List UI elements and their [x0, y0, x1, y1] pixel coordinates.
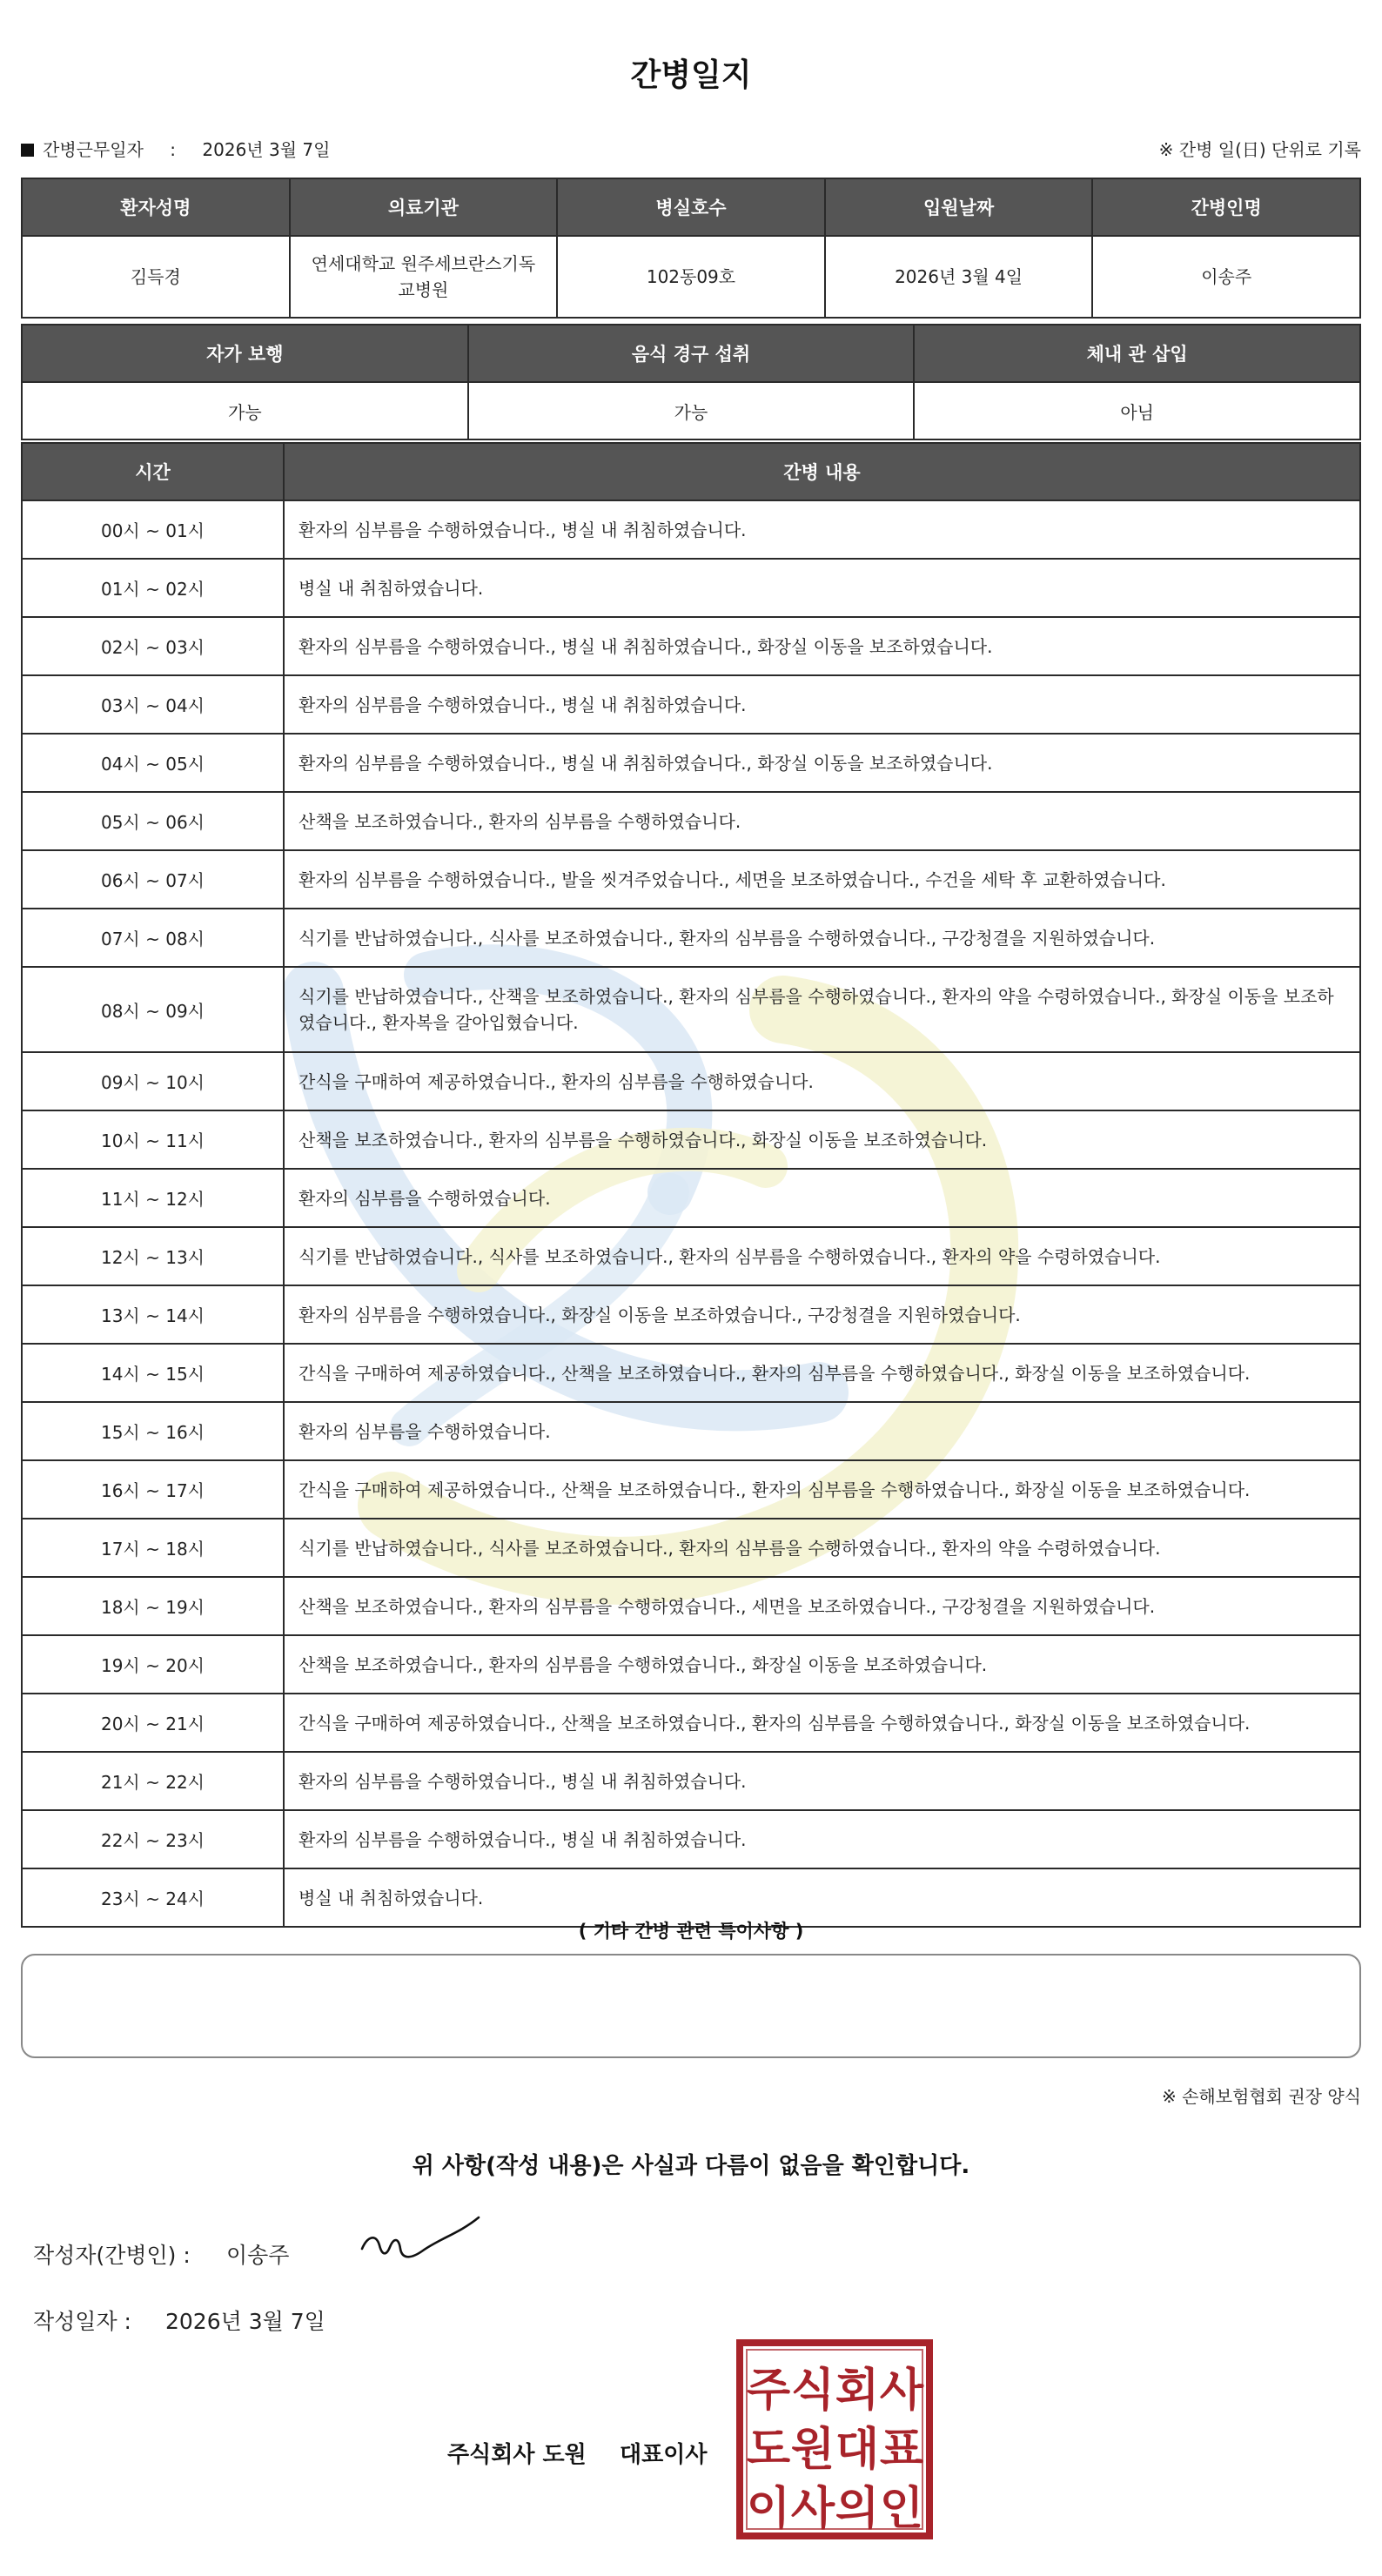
care-content-cell: 환자의 심부름을 수행하였습니다., 병실 내 취침하였습니다.: [284, 500, 1360, 559]
time-cell: 12시 ~ 13시: [22, 1227, 284, 1285]
svg-text:도: 도: [746, 2424, 791, 2476]
care-content-cell: 병실 내 취침하였습니다.: [284, 1868, 1360, 1927]
self-walking-value: 가능: [22, 382, 468, 439]
time-cell: 14시 ~ 15시: [22, 1344, 284, 1402]
care-content-cell: 환자의 심부름을 수행하였습니다.: [284, 1169, 1360, 1227]
svg-text:인: 인: [879, 2483, 924, 2535]
header-self-walking: 자가 보행: [22, 325, 468, 382]
time-cell: 09시 ~ 10시: [22, 1052, 284, 1110]
company-name: 주식회사 도원: [447, 2442, 587, 2468]
tube-insertion-value: 아님: [914, 382, 1360, 439]
time-cell: 01시 ~ 02시: [22, 559, 284, 617]
care-content-cell: 식기를 반납하였습니다., 산책을 보조하였습니다., 환자의 심부름을 수행하였습니다., 환자의 약을 수령하였습니다., 화장실 이동을 보조하였습니다., 환자복을 갈아입혔습니다.: [284, 967, 1360, 1052]
svg-text:이: 이: [746, 2483, 791, 2535]
care-content-cell: 환자의 심부름을 수행하였습니다., 병실 내 취침하였습니다.: [284, 675, 1360, 734]
hospital-name: 연세대학교 원주세브란스기독 교병원: [290, 236, 558, 318]
svg-text:사: 사: [879, 2365, 924, 2417]
time-cell: 20시 ~ 21시: [22, 1694, 284, 1752]
svg-text:회: 회: [835, 2365, 880, 2417]
care-log-table: [21, 442, 1361, 1928]
svg-text:주: 주: [746, 2365, 791, 2417]
table-row: [22, 617, 1360, 675]
care-content-cell: 병실 내 취침하였습니다.: [284, 559, 1360, 617]
table-row: [22, 1344, 1360, 1402]
table-row: [22, 1810, 1360, 1868]
header-caregiver-name: 간병인명: [1092, 178, 1360, 236]
time-cell: 17시 ~ 18시: [22, 1519, 284, 1577]
time-cell: 08시 ~ 09시: [22, 967, 284, 1052]
table-row: [22, 1694, 1360, 1752]
care-content-cell: 환자의 심부름을 수행하였습니다., 병실 내 취침하였습니다.: [284, 1752, 1360, 1810]
written-date-label: 작성일자 :: [33, 2309, 131, 2334]
unit-note: ※ 간병 일(日) 단위로 기록: [1158, 139, 1361, 160]
header-care-content: 간병 내용: [284, 443, 1360, 500]
time-cell: 18시 ~ 19시: [22, 1577, 284, 1635]
care-content-cell: 산책을 보조하였습니다., 환자의 심부름을 수행하였습니다., 화장실 이동을 보조하였습니다.: [284, 1635, 1360, 1694]
table-row: [22, 559, 1360, 617]
care-content-cell: 식기를 반납하였습니다., 식사를 보조하였습니다., 환자의 심부름을 수행하였습니다., 환자의 약을 수령하였습니다.: [284, 1227, 1360, 1285]
table-row: [22, 675, 1360, 734]
time-cell: 23시 ~ 24시: [22, 1868, 284, 1927]
notes-box: [21, 1954, 1361, 2058]
svg-text:식: 식: [790, 2365, 835, 2417]
table-row: [22, 1110, 1360, 1169]
header-oral-intake: 음식 경구 섭취: [468, 325, 915, 382]
svg-text:의: 의: [835, 2483, 880, 2535]
caregiver-name: 이송주: [1092, 236, 1360, 318]
recommend-note: ※ 손해보험협회 권장 양식: [1161, 2086, 1361, 2107]
work-date-colon: :: [170, 139, 177, 160]
time-cell: 05시 ~ 06시: [22, 792, 284, 850]
written-date-value: 2026년 3월 7일: [165, 2309, 325, 2334]
svg-text:사: 사: [790, 2483, 835, 2535]
care-content-cell: 환자의 심부름을 수행하였습니다.: [284, 1402, 1360, 1460]
patient-name: 김득경: [22, 236, 290, 318]
care-content-cell: 산책을 보조하였습니다., 환자의 심부름을 수행하였습니다., 화장실 이동을 보조하였습니다.: [284, 1110, 1360, 1169]
table-row: [22, 1752, 1360, 1810]
time-cell: 19시 ~ 20시: [22, 1635, 284, 1694]
care-content-cell: 간식을 구매하여 제공하였습니다., 산책을 보조하였습니다., 환자의 심부름을 수행하였습니다., 화장실 이동을 보조하였습니다.: [284, 1344, 1360, 1402]
time-cell: 21시 ~ 22시: [22, 1752, 284, 1810]
svg-text:표: 표: [879, 2424, 924, 2476]
table-row: [22, 734, 1360, 792]
admission-date: 2026년 3월 4일: [825, 236, 1093, 318]
time-cell: 15시 ~ 16시: [22, 1402, 284, 1460]
table-row: [22, 1402, 1360, 1460]
care-content-cell: 간식을 구매하여 제공하였습니다., 환자의 심부름을 수행하였습니다.: [284, 1052, 1360, 1110]
care-content-cell: 식기를 반납하였습니다., 식사를 보조하였습니다., 환자의 심부름을 수행하였습니다., 구강청결을 지원하였습니다.: [284, 909, 1360, 967]
time-cell: 06시 ~ 07시: [22, 850, 284, 909]
table-row: [22, 909, 1360, 967]
care-content-cell: 환자의 심부름을 수행하였습니다., 발을 씻겨주었습니다., 세면을 보조하였습니다., 수건을 세탁 후 교환하였습니다.: [284, 850, 1360, 909]
page-title: 간병일지: [630, 57, 752, 93]
oral-intake-value: 가능: [468, 382, 915, 439]
writer-name: 이송주: [226, 2243, 290, 2268]
care-content-cell: 환자의 심부름을 수행하였습니다., 병실 내 취침하였습니다., 화장실 이동을 보조하였습니다.: [284, 734, 1360, 792]
square-bullet-icon: [21, 144, 34, 157]
svg-text:원: 원: [790, 2424, 835, 2476]
notes-title: ( 기타 간병 관련 특이사항 ): [578, 1921, 804, 1942]
care-content-cell: 환자의 심부름을 수행하였습니다., 병실 내 취침하였습니다., 화장실 이동을 보조하였습니다.: [284, 617, 1360, 675]
time-cell: 03시 ~ 04시: [22, 675, 284, 734]
header-room-number: 병실호수: [557, 178, 825, 236]
care-content-cell: 간식을 구매하여 제공하였습니다., 산책을 보조하였습니다., 환자의 심부름을 수행하였습니다., 화장실 이동을 보조하였습니다.: [284, 1460, 1360, 1519]
table-row: [22, 500, 1360, 559]
time-cell: 07시 ~ 08시: [22, 909, 284, 967]
header-admission-date: 입원날짜: [825, 178, 1093, 236]
room-number: 102동09호: [557, 236, 825, 318]
work-date-label: 간병근무일자: [43, 139, 144, 160]
header-hospital: 의료기관: [290, 178, 558, 236]
time-cell: 16시 ~ 17시: [22, 1460, 284, 1519]
table-row: [22, 1577, 1360, 1635]
ceo-title: 대표이사: [620, 2442, 708, 2468]
care-content-cell: 간식을 구매하여 제공하였습니다., 산책을 보조하였습니다., 환자의 심부름을 수행하였습니다., 화장실 이동을 보조하였습니다.: [284, 1694, 1360, 1752]
company-seal-stamp-icon: [736, 2339, 933, 2539]
table-row: [22, 1227, 1360, 1285]
svg-text:대: 대: [835, 2424, 880, 2476]
header-patient-name: 환자성명: [22, 178, 290, 236]
confirm-statement: 위 사항(작성 내용)은 사실과 다름이 없음을 확인합니다.: [412, 2153, 970, 2179]
table-row: [22, 1052, 1360, 1110]
header-time: 시간: [22, 443, 284, 500]
table-row: [22, 1635, 1360, 1694]
time-cell: 13시 ~ 14시: [22, 1285, 284, 1344]
table-row: [22, 1169, 1360, 1227]
handwritten-signature-icon: [357, 2210, 487, 2273]
table-row: [22, 792, 1360, 850]
table-row: [22, 1460, 1360, 1519]
time-cell: 10시 ~ 11시: [22, 1110, 284, 1169]
time-cell: 00시 ~ 01시: [22, 500, 284, 559]
header-tube-insertion: 체내 관 삽입: [914, 325, 1360, 382]
table-row: [22, 1519, 1360, 1577]
table-row: [22, 967, 1360, 1052]
time-cell: 04시 ~ 05시: [22, 734, 284, 792]
care-content-cell: 산책을 보조하였습니다., 환자의 심부름을 수행하였습니다., 세면을 보조하였습니다., 구강청결을 지원하였습니다.: [284, 1577, 1360, 1635]
care-content-cell: 식기를 반납하였습니다., 식사를 보조하였습니다., 환자의 심부름을 수행하였습니다., 환자의 약을 수령하였습니다.: [284, 1519, 1360, 1577]
time-cell: 02시 ~ 03시: [22, 617, 284, 675]
time-cell: 11시 ~ 12시: [22, 1169, 284, 1227]
writer-label: 작성자(간병인) :: [33, 2243, 191, 2268]
care-content-cell: 환자의 심부름을 수행하였습니다., 화장실 이동을 보조하였습니다., 구강청결을 지원하였습니다.: [284, 1285, 1360, 1344]
work-date-line: [21, 136, 330, 161]
time-cell: 22시 ~ 23시: [22, 1810, 284, 1868]
table-row: [22, 1285, 1360, 1344]
work-date-value: 2026년 3월 7일: [202, 139, 331, 160]
table-row: [22, 850, 1360, 909]
patient-status-table: [21, 324, 1361, 440]
care-content-cell: 환자의 심부름을 수행하였습니다., 병실 내 취침하였습니다.: [284, 1810, 1360, 1868]
care-content-cell: 산책을 보조하였습니다., 환자의 심부름을 수행하였습니다.: [284, 792, 1360, 850]
patient-info-table: [21, 178, 1361, 319]
